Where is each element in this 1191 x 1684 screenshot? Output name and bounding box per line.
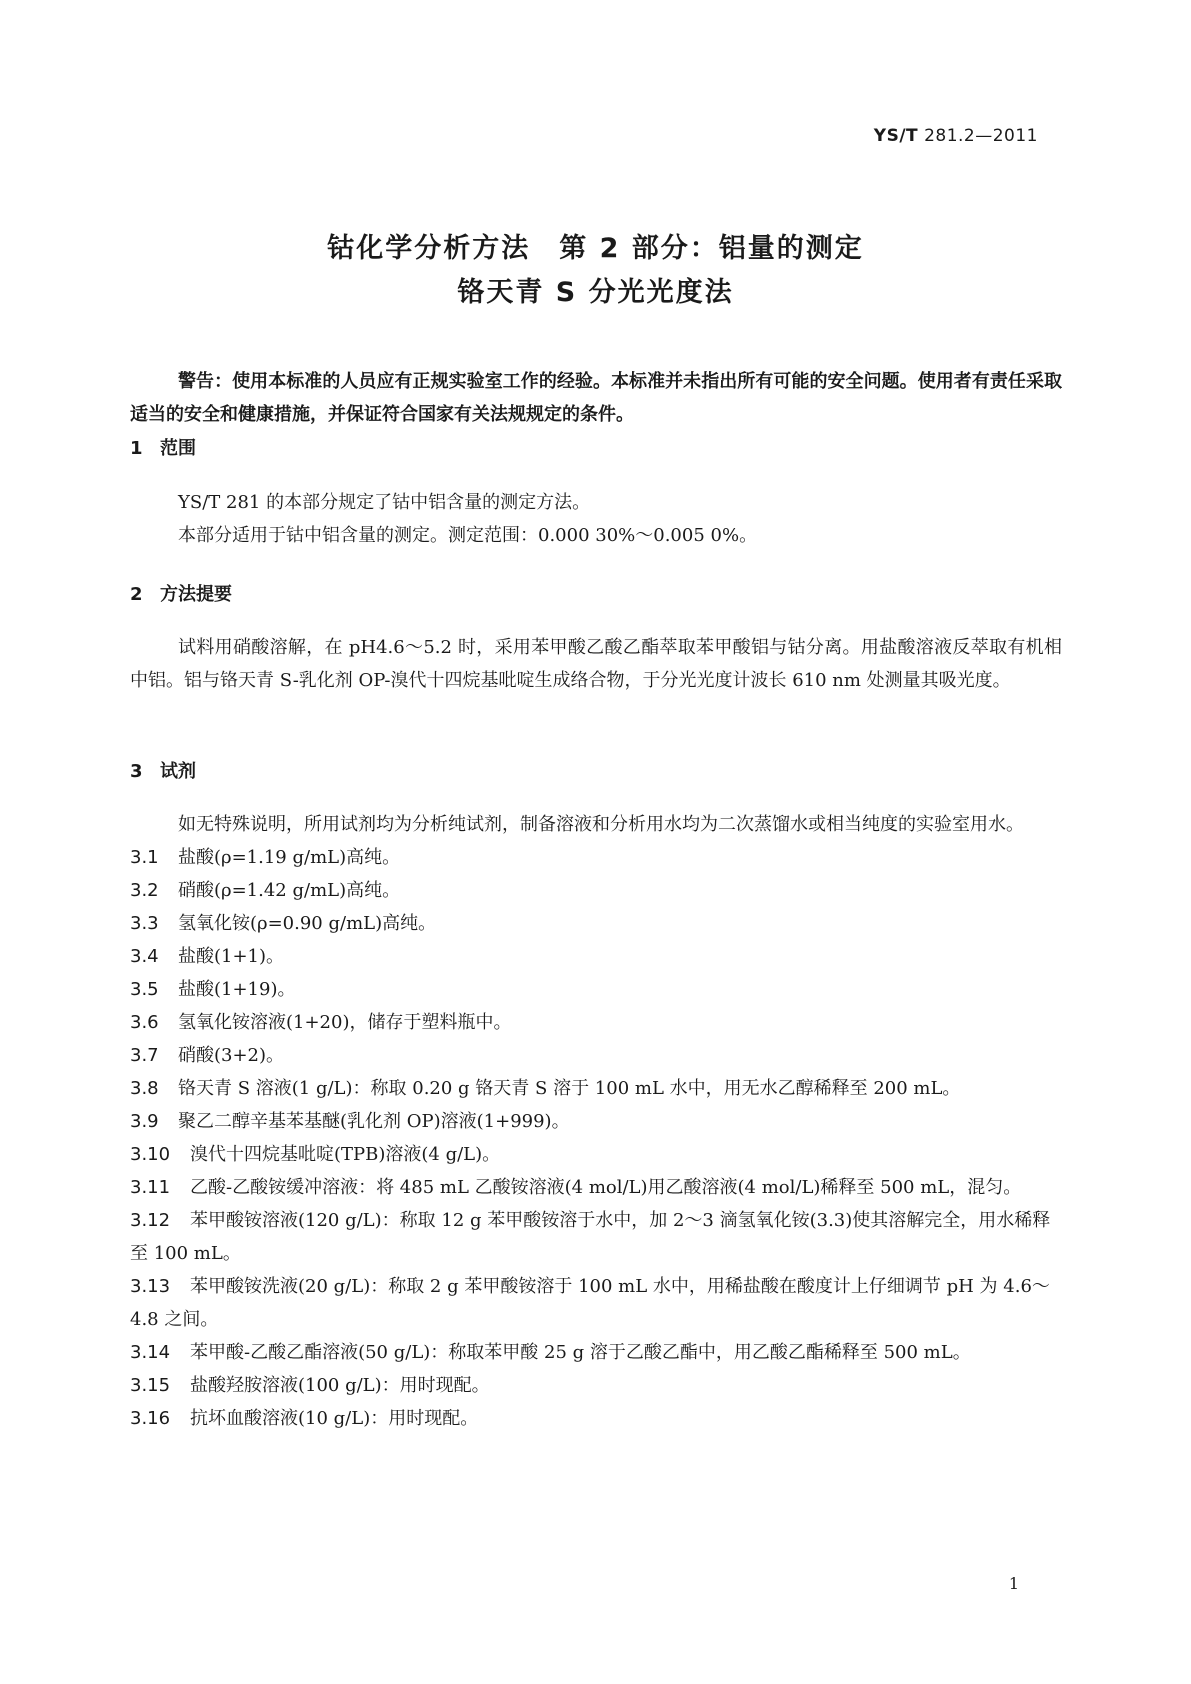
- section-1-title: 范围: [160, 438, 196, 459]
- standard-code-prefix: YS/T: [873, 126, 919, 146]
- reagent-item-text: 溴代十四烷基吡啶(TPB)溶液(4 g/L)。: [190, 1144, 501, 1165]
- section-1-para-2: 本部分适用于钴中铝含量的测定。测定范围：0.000 30%～0.005 0%。: [178, 525, 758, 546]
- reagent-item: [130, 841, 1062, 874]
- reagent-item-text: 乙酸-乙酸铵缓冲溶液：将 485 mL 乙酸铵溶液(4 mol/L)用乙酸溶液(4 mol/L)稀释至 500 mL，混匀。: [190, 1177, 1022, 1198]
- reagent-item-text: 氢氧化铵溶液(1+20)，储存于塑料瓶中。: [178, 1012, 512, 1033]
- reagent-item-number: 3.16: [130, 1408, 171, 1429]
- reagent-item: [130, 1039, 1062, 1072]
- reagent-item-number: 3.8: [130, 1078, 159, 1099]
- reagent-item: [130, 907, 1062, 940]
- reagent-item: [130, 940, 1062, 973]
- reagent-item-text: 抗坏血酸溶液(10 g/L)：用时现配。: [190, 1408, 479, 1429]
- reagent-item: [130, 1402, 1062, 1435]
- reagent-item-number: 3.3: [130, 913, 159, 934]
- reagent-item-number: 3.10: [130, 1144, 171, 1165]
- reagent-item-number: 3.11: [130, 1177, 171, 1198]
- title-line-1: 钴化学分析方法 第 2 部分：铝量的测定: [327, 233, 864, 264]
- reagent-item-text: 苯甲酸-乙酸乙酯溶液(50 g/L)：称取苯甲酸 25 g 溶于乙酸乙酯中，用乙酸乙酯稀释至 500 mL。: [190, 1342, 971, 1363]
- reagent-item-number: 3.13: [130, 1276, 171, 1297]
- section-2-heading: [130, 580, 232, 606]
- section-2-body: [130, 631, 1062, 697]
- standard-code: [874, 126, 1038, 146]
- warning-paragraph: 警告：使用本标准的人员应有正规实验室工作的经验。本标准并未指出所有可能的安全问题。使用者有责任采取适当的安全和健康措施，并保证符合国家有关法规规定的条件。: [130, 371, 1062, 425]
- section-1-body: [130, 486, 1062, 552]
- section-2-title: 方法提要: [160, 584, 232, 605]
- reagent-item: [130, 1336, 1062, 1369]
- reagent-item-text: 氢氧化铵(ρ=0.90 g/mL)高纯。: [178, 913, 437, 934]
- section-3-intro: 如无特殊说明，所用试剂均为分析纯试剂，制备溶液和分析用水均为二次蒸馏水或相当纯度的实验室用水。: [178, 814, 1024, 835]
- reagent-item: [130, 1270, 1062, 1336]
- reagent-item-number: 3.6: [130, 1012, 159, 1033]
- reagent-item: [130, 1171, 1062, 1204]
- reagent-item-number: 3.5: [130, 979, 159, 1000]
- reagent-item-text: 硝酸(3+2)。: [178, 1045, 285, 1066]
- section-3-number: 3: [130, 761, 143, 782]
- reagent-item: [130, 1006, 1062, 1039]
- section-1-number: 1: [130, 438, 143, 459]
- reagent-item: [130, 1204, 1062, 1270]
- reagent-item: [130, 1138, 1062, 1171]
- reagent-item-number: 3.9: [130, 1111, 159, 1132]
- reagent-item-text: 盐酸(1+19)。: [178, 979, 296, 1000]
- reagent-item-number: 3.2: [130, 880, 159, 901]
- reagent-list: [130, 841, 1062, 1435]
- reagent-item-number: 3.4: [130, 946, 159, 967]
- reagent-item-text: 苯甲酸铵洗液(20 g/L)：称取 2 g 苯甲酸铵溶于 100 mL 水中，用稀盐酸在酸度计上仔细调节 pH 为 4.6～4.8 之间。: [130, 1276, 1050, 1330]
- reagent-item-text: 铬天青 S 溶液(1 g/L)：称取 0.20 g 铬天青 S 溶于 100 mL 水中，用无水乙醇稀释至 200 mL。: [178, 1078, 961, 1099]
- reagent-item: [130, 1072, 1062, 1105]
- section-3-heading: [130, 757, 196, 783]
- section-1-heading: [130, 434, 196, 460]
- reagent-item-number: 3.1: [130, 847, 159, 868]
- reagent-item: [130, 973, 1062, 1006]
- section-3-title: 试剂: [160, 761, 196, 782]
- reagent-item-number: 3.15: [130, 1375, 171, 1396]
- section-3-body: [130, 808, 1062, 1435]
- reagent-item-text: 硝酸(ρ=1.42 g/mL)高纯。: [178, 880, 401, 901]
- title-line-2: 铬天青 S 分光光度法: [457, 277, 734, 308]
- reagent-item-text: 盐酸羟胺溶液(100 g/L)：用时现配。: [190, 1375, 490, 1396]
- section-1-para-1: YS/T 281 的本部分规定了钴中铝含量的测定方法。: [178, 492, 591, 513]
- reagent-item: [130, 1369, 1062, 1402]
- reagent-item: [130, 1105, 1062, 1138]
- reagent-item-number: 3.14: [130, 1342, 171, 1363]
- reagent-item-number: 3.7: [130, 1045, 159, 1066]
- standard-code-number: 281.2—2011: [924, 126, 1038, 146]
- section-2-number: 2: [130, 584, 143, 605]
- reagent-item: [130, 874, 1062, 907]
- reagent-item-number: 3.12: [130, 1210, 171, 1231]
- section-2-para: 试料用硝酸溶解，在 pH4.6～5.2 时，采用苯甲酸乙酸乙酯萃取苯甲酸铝与钴分离。用盐酸溶液反萃取有机相中铝。铝与铬天青 S-乳化剂 OP-溴代十四烷基吡啶生成络合物，于分光光度计波长 610 nm 处测量其吸光度。: [130, 637, 1062, 691]
- reagent-item-text: 盐酸(1+1)。: [178, 946, 285, 967]
- reagent-item-text: 聚乙二醇辛基苯基醚(乳化剂 OP)溶液(1+999)。: [178, 1111, 570, 1132]
- reagent-item-text: 盐酸(ρ=1.19 g/mL)高纯。: [178, 847, 401, 868]
- page-number: 1: [1008, 1574, 1019, 1593]
- reagent-item-text: 苯甲酸铵溶液(120 g/L)：称取 12 g 苯甲酸铵溶于水中，加 2～3 滴氢氧化铵(3.3)使其溶解完全，用水稀释至 100 mL。: [130, 1210, 1051, 1264]
